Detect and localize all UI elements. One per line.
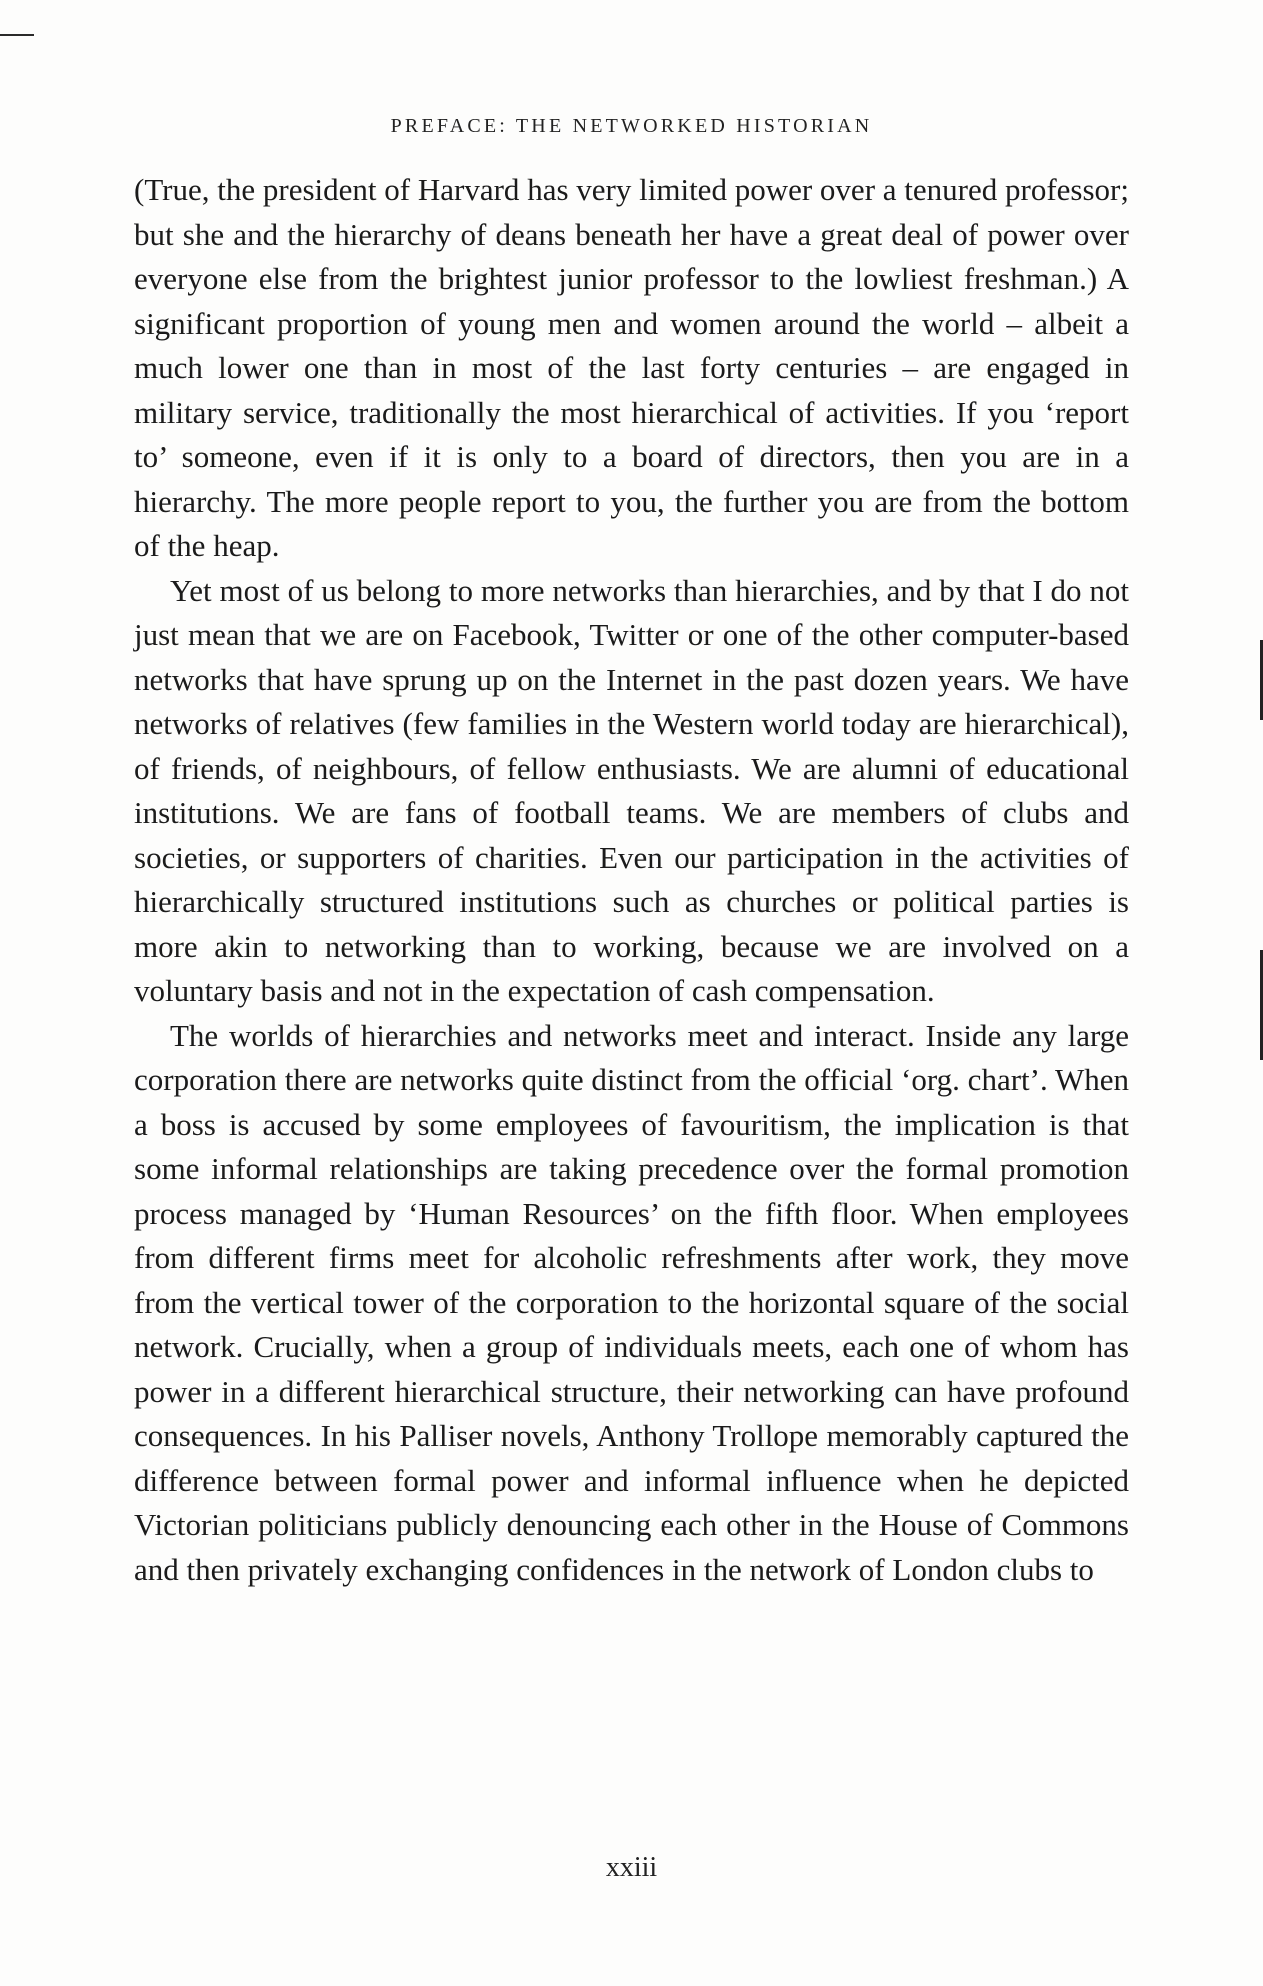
paragraph-1: (True, the president of Harvard has very limited power over a tenured professor; but she and the hierarchy of deans beneath her have a great deal of power over everyone else from the brightest junior professor to the lowliest freshman.) A significant proportion of young men and women around the world – albeit a much lower one than in most of the last forty centuries – are engaged in military service, traditionally the most hierarchical of activities. If you ‘report to’ someone, even if it is only to a board of directors, then you are in a hierarchy. The more people report to you, the further you are from the bottom of the heap.: [134, 172, 1129, 563]
body-text: [134, 168, 1129, 1592]
paragraph-3: The worlds of hierarchies and networks meet and interact. Inside any large corporation there are networks quite distinct from the official ‘org. chart’. When a boss is accused by some employees of favouritism, the implication is that some informal relationships are taking precedence over the formal promotion process managed by ‘Human Resources’ on the fifth floor. When employees from different firms meet for alcoholic refreshments after work, they move from the vertical tower of the corporation to the horizontal square of the social network. Crucially, when a group of individuals meets, each one of whom has power in a different hierarchical structure, their networking can have profound consequences. In his Palliser novels, Anthony Trollope memorably captured the difference between formal power and informal influence when he depicted Victorian politicians publicly denouncing each other in the House of Commons and then privately exchanging confidences in the network of London clubs to: [134, 1017, 1129, 1587]
page-number: xxiii: [605, 1852, 658, 1883]
running-head: PREFACE: THE NETWORKED HISTORIAN: [390, 115, 873, 137]
scan-edge-mark: [0, 34, 34, 36]
paragraph-2: Yet most of us belong to more networks than hierarchies, and by that I do not just mean that we are on Facebook, Twitter or one of the other computer-based networks that have sprung up on the Internet in the past dozen years. We have networks of relatives (few families in the Western world today are hierarchical), of friends, of neighbours, of fellow enthusiasts. We are alumni of educational institutions. We are fans of football teams. We are members of clubs and societies, or supporters of charities. Even our participation in the activities of hierarchically structured institutions such as churches or political parties is more akin to networking than to working, because we are involved on a voluntary basis and not in the expectation of cash compensation.: [134, 572, 1129, 1008]
